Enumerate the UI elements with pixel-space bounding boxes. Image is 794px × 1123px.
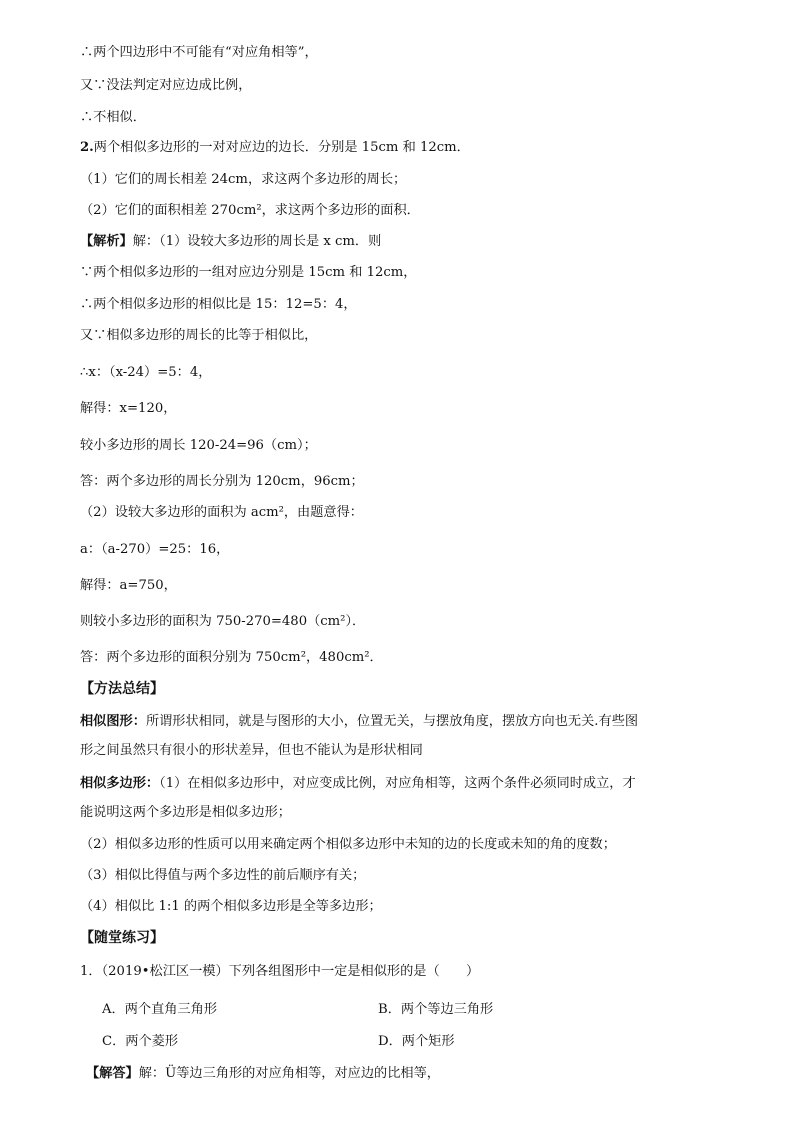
similar-polygons-line-1 xyxy=(80,775,636,793)
answer-text: 解：Ü等边三角形的对应角相等，对应边的比相等， xyxy=(138,1066,440,1081)
solution-step-10: 解得：a=750， xyxy=(80,578,177,593)
answer-line xyxy=(86,1065,440,1083)
method-point-2: （2）相似多边形的性质可以用来确定两个相似多边形中未知的边的长度或未知的角的度数； xyxy=(80,837,616,852)
question-2-number: 2. xyxy=(80,140,94,155)
question-2 xyxy=(80,139,470,157)
line-conclusion-no-equal-angles: ∴两个四边形中不可能有“对应角相等”， xyxy=(80,45,318,60)
analysis-line xyxy=(80,233,381,251)
method-point-4: （4）相似比 1:1 的两个相似多边形是全等多边形； xyxy=(80,899,382,914)
similar-figures-line-2: 形之间虽然只有很小的形状差异，但也不能认为是形状相同 xyxy=(80,743,423,758)
solution-step-5: 解得：x=120， xyxy=(80,401,177,416)
question-2-text: 两个相似多边形的一对对应边的边长．分别是 15cm 和 12cm． xyxy=(93,140,470,155)
similar-figures-text-1: 所谓形状相同，就是与图形的大小，位置无关，与摆放角度，摆放方向也无关.有些图 xyxy=(145,714,639,729)
analysis-tag: 【解析】 xyxy=(80,234,133,249)
similar-polygons-label: 相似多边形： xyxy=(80,776,160,791)
solution-step-6: 较小多边形的周长 120-24=96（cm）； xyxy=(80,438,317,453)
practice-question-1: 1．（2019•松江区一模）下列各组图形中一定是相似形的是（ ） xyxy=(80,964,480,979)
solution-step-7: 答：两个多边形的周长分别为 120cm，96cm； xyxy=(80,474,364,489)
solution-step-8: （2）设较大多边形的面积为 acm²，由题意得： xyxy=(80,505,363,520)
analysis-text: 解：（1）设较大多边形的周长是 x cm．则 xyxy=(132,234,382,249)
solution-step-11: 则较小多边形的面积为 750-270=480（cm²）． xyxy=(80,614,366,629)
practice-heading: 【随堂练习】 xyxy=(80,930,164,946)
similar-figures-line-1 xyxy=(80,713,638,731)
solution-step-12: 答：两个多边形的面积分别为 750cm²，480cm²． xyxy=(80,650,383,665)
method-point-3: （3）相似比得值与两个多边性的前后顺序有关； xyxy=(80,868,366,883)
similar-polygons-line-2: 能说明这两个多边形是相似多边形； xyxy=(80,805,291,820)
method-summary-heading: 【方法总结】 xyxy=(80,681,164,697)
line-not-similar: ∴不相似． xyxy=(80,110,146,125)
solution-step-2: ∴两个相似多边形的相似比是 15：12=5：4， xyxy=(80,297,357,312)
similar-figures-label: 相似图形： xyxy=(80,714,146,729)
line-no-proportional-sides: 又∵没法判定对应边成比例， xyxy=(80,78,252,93)
question-2-part-1: （1）它们的周长相差 24cm，求这两个多边形的周长； xyxy=(80,172,407,187)
option-d: D．两个矩形 xyxy=(378,1034,455,1049)
solution-step-4: ∴x：（x-24）=5：4， xyxy=(80,365,212,380)
question-2-part-2: （2）它们的面积相差 270cm²，求这两个多边形的面积． xyxy=(80,203,420,218)
answer-tag: 【解答】 xyxy=(86,1066,139,1081)
similar-polygons-text-1: （1）在相似多边形中，对应变成比例，对应角相等，这两个条件必须同时成立，才 xyxy=(159,776,636,791)
solution-step-3: 又∵相似多边形的周长的比等于相似比， xyxy=(80,328,318,343)
option-a: A．两个直角三角形 xyxy=(102,1002,218,1017)
option-b: B．两个等边三角形 xyxy=(378,1002,494,1017)
option-c: C．两个菱形 xyxy=(102,1034,179,1049)
solution-step-1: ∵两个相似多边形的一组对应边分别是 15cm 和 12cm， xyxy=(80,265,417,280)
solution-step-9: a：（a-270）=25：16， xyxy=(80,542,230,557)
